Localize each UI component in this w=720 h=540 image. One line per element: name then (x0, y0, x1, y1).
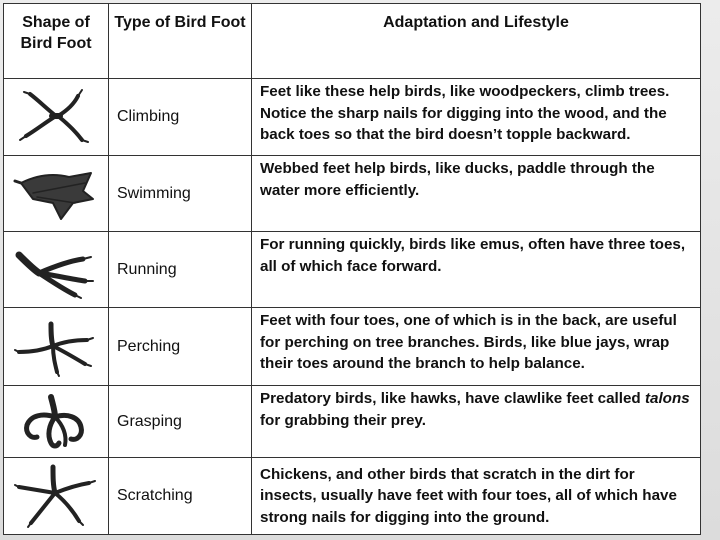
foot-shape-cell (4, 458, 109, 535)
adaptation-text-emphasis: talons (644, 390, 690, 407)
swimming-foot-icon (13, 163, 99, 225)
header-type: Type of Bird Foot (109, 4, 252, 79)
grasping-foot-icon (13, 391, 99, 453)
adaptation-text: Feet with four toes, one of which is in the back, are useful for perching on tree branches. Birds, like blue jays, wrap their toes around the branch to help balance. (252, 308, 701, 386)
foot-type-label: Scratching (109, 458, 252, 535)
header-shape: Shape of Bird Foot (4, 4, 109, 79)
table-row (4, 386, 701, 458)
table-row (4, 308, 701, 386)
foot-shape-cell (4, 308, 109, 386)
foot-type-label: Perching (109, 308, 252, 386)
adaptation-text-start: Predatory birds, like hawks, have clawlike feet called (260, 390, 641, 407)
climbing-foot-icon (16, 86, 96, 148)
foot-type-label: Climbing (109, 79, 252, 156)
adaptation-text-end: for grabbing their prey. (260, 411, 426, 429)
foot-shape-cell (4, 156, 109, 232)
adaptation-text: For running quickly, birds like emus, often have three toes, all of which face forward. (252, 232, 701, 308)
table-row (4, 79, 701, 156)
foot-shape-cell (4, 79, 109, 156)
foot-shape-cell (4, 232, 109, 308)
foot-type-label: Running (109, 232, 252, 308)
table-row (4, 156, 701, 232)
foot-shape-cell (4, 386, 109, 458)
table-row (4, 232, 701, 308)
table-header-row (4, 4, 701, 79)
bird-feet-table (3, 3, 701, 535)
running-foot-icon (13, 239, 99, 301)
foot-type-label: Grasping (109, 386, 252, 458)
foot-type-label: Swimming (109, 156, 252, 232)
table-row (4, 458, 701, 535)
adaptation-text: Feet like these help birds, like woodpeckers, climb trees. Notice the sharp nails for digging into the wood, and the back toes so that the bird doesn’t topple backward. (252, 79, 701, 156)
header-adaptation: Adaptation and Lifestyle (252, 4, 701, 79)
adaptation-text: Chickens, and other birds that scratch in the dirt for insects, usually have feet with four toes, all of which have strong nails for digging into the ground. (252, 458, 701, 535)
perching-foot-icon (13, 316, 99, 378)
scratching-foot-icon (13, 463, 99, 529)
adaptation-text (252, 386, 701, 458)
adaptation-text: Webbed feet help birds, like ducks, paddle through the water more efficiently. (252, 156, 701, 232)
